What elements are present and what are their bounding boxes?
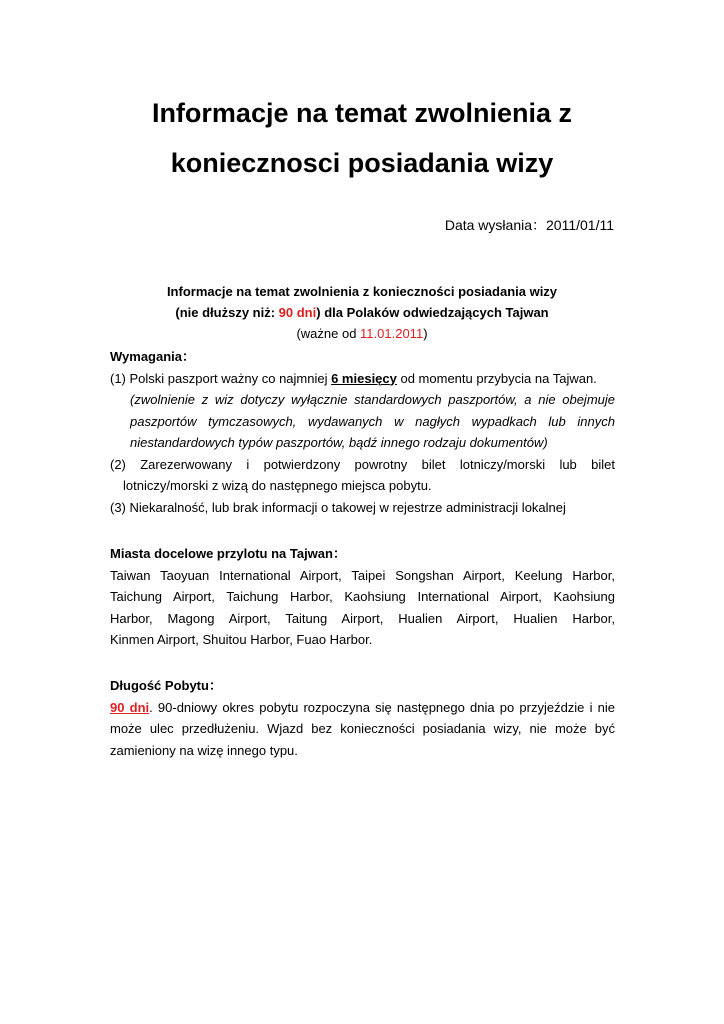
requirement-3: (3) Niekaralność, lub brak informacji o takowej w rejestrze administracji lokalnej: [110, 499, 566, 515]
valid-from-post: ): [423, 326, 428, 341]
max-stay-highlight: 90 dni: [278, 305, 317, 320]
requirement-2-line-1: (2) Zarezerwowany i potwierdzony powrotny bilet lotniczy/morski lub bilet: [110, 456, 615, 472]
requirement-1-pre: (1) Polski paszport ważny co najmniej: [110, 370, 332, 386]
title-line-2: koniecznosci posiadania wizy: [170, 148, 554, 178]
destinations-line-3: Harbor, Magong Airport, Taitung Airport, Hualien Airport, Hualien Harbor,: [110, 610, 615, 626]
requirements-section: [110, 346, 615, 518]
subheading-line-3: [0, 323, 724, 344]
stay-line-2: może ulec przedłużeniu. Wjazd bez konieczności posiadania wizy, nie może być: [110, 721, 615, 736]
requirement-1: [110, 368, 615, 390]
stay-line-1-post: . 90-dniowy okres pobytu rozpoczyna się następnego dnia po przyjeździe i nie: [149, 699, 615, 715]
date-value: 2011/01/11: [546, 217, 614, 233]
passport-validity-highlight: 6 miesięcy: [331, 370, 397, 386]
stay-section: [110, 675, 615, 761]
destinations-line-1: Taiwan Taoyuan International Airport, Taipei Songshan Airport, Keelung Harbor,: [110, 567, 615, 583]
subheading-line-2-pre: (nie dłuższy niż:: [175, 305, 279, 320]
stay-line-1: [110, 697, 615, 719]
valid-from-date: 11.01.2011: [360, 326, 424, 341]
destinations-heading: Miasta docelowe przylotu na Tajwan：: [110, 546, 346, 561]
requirement-1-post: od momentu przybycia na Tajwan.: [396, 370, 597, 386]
requirement-2-line-2: lotniczy/morski z wizą do następnego miejsca pobytu.: [123, 478, 432, 493]
page-title: [0, 88, 724, 188]
sent-date: [445, 215, 614, 235]
stay-heading: Długość Pobytu：: [110, 678, 222, 693]
stay-days-highlight: 90 dni: [110, 699, 150, 715]
destinations-section: [110, 543, 615, 651]
valid-from-pre: (ważne od: [296, 326, 361, 341]
date-label: Data wysłania：: [444, 217, 546, 233]
requirements-heading: Wymagania：: [110, 349, 196, 364]
subheading-line-1: Informacje na temat zwolnienia z konieczności posiadania wizy: [166, 284, 558, 299]
title-line-1: Informacje na temat zwolnienia z: [151, 98, 573, 128]
requirement-1-note-line-2: paszportów tymczasowych, wydawanych w nagłych wypadkach lub innych: [130, 413, 615, 429]
destinations-line-2: Taichung Airport, Taichung Harbor, Kaohsiung International Airport, Kaohsiung: [110, 589, 615, 604]
requirement-1-note-line-1: (zwolnienie z wiz dotyczy wyłącznie standardowych paszportów, a nie obejmuje: [130, 392, 615, 407]
stay-line-3: zamieniony na wizę innego typu.: [110, 742, 298, 758]
destinations-line-4: Kinmen Airport, Shuitou Harbor, Fuao Harbor.: [110, 632, 373, 647]
subheading-line-2: [0, 302, 724, 323]
subheading-line-2-post: ) dla Polaków odwiedzających Tajwan: [316, 305, 549, 320]
subheading: [0, 281, 724, 344]
requirement-1-note-line-3: niestandardowych typów paszportów, bądź innego rodzaju dokumentów): [130, 435, 548, 450]
